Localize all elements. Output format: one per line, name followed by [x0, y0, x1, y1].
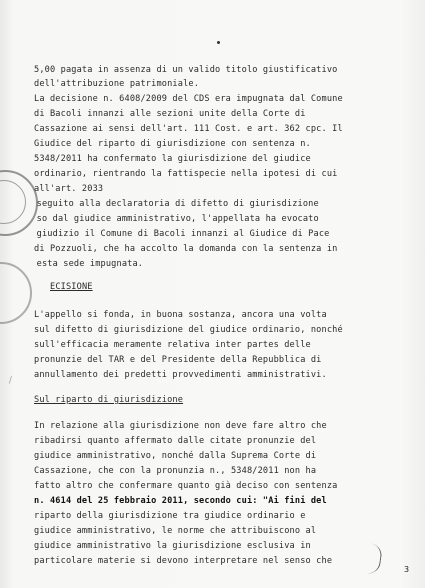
- text-line: sul difetto di giurisdizione del giudice ordinario, nonché: [34, 325, 343, 335]
- text-line: annullamento dei predetti provvedimenti amministrativi.: [34, 370, 327, 380]
- page-number: 3: [404, 565, 410, 574]
- text-line-bold: n. 4614 del 25 febbraio 2011, secondo cui: "Ai fini del: [34, 496, 327, 506]
- text-line: giudice amministrativo, nonché dalla Suprema Corte di: [34, 451, 317, 461]
- text-line: Cassazione ai sensi dell'art. 111 Cost. e art. 362 cpc. Il: [34, 124, 343, 134]
- official-stamp-icon: [0, 262, 32, 324]
- section-heading: ECISIONE: [50, 282, 93, 292]
- text-line: In relazione alla giurisdizione non deve fare altro che: [34, 421, 327, 431]
- text-line: so dal giudice amministrativo, l'appellata ha evocato: [26, 214, 319, 224]
- text-line: La decisione n. 6408/2009 del CDS era impugnata dal Comune: [34, 94, 343, 104]
- text-line: giudice amministrativo la giurisdizione esclusiva in: [34, 541, 311, 551]
- text-line: pronunzie del TAR e del Presidente della Repubblica di: [34, 355, 322, 365]
- speck: [217, 41, 220, 44]
- text-line: giudice amministrativo, le norme che attribuiscono al: [34, 526, 317, 536]
- text-line: di Bacoli innanzi alle sezioni unite della Corte di: [34, 109, 306, 119]
- subsection-heading: Sul riparto di giurisdizione: [34, 395, 184, 405]
- text-line: riparto della giurisdizione tra giudice ordinario e: [34, 511, 306, 521]
- text-line: giudizio il Comune di Bacoli innanzi al Giudice di Pace: [26, 229, 330, 239]
- text-line: di Pozzuoli, che ha accolto la domanda con la sentenza in: [34, 244, 338, 254]
- text-line: Cassazione, che con la pronunzia n., 5348/2011 non ha: [34, 466, 317, 476]
- text-line: particolare materie si devono interpretare nel senso che: [34, 556, 333, 566]
- text-line: dell'attribuzione patrimoniale.: [34, 79, 200, 89]
- text-line: 5348/2011 ha confermato la giurisdizione del giudice: [34, 154, 311, 164]
- text-line: seguito alla declaratoria di difetto di giurisdizione: [26, 199, 319, 209]
- signature-mark-icon: [364, 543, 383, 575]
- text-line: L'appello si fonda, in buona sostanza, ancora una volta: [34, 310, 327, 320]
- text-line: sull'efficacia meramente relativa inter partes delle: [34, 340, 311, 350]
- text-line: Giudice del riparto di giurisdizione con sentenza n.: [34, 139, 311, 149]
- text-line: 5,00 pagata in assenza di un valido titolo giustificativo: [34, 65, 338, 75]
- text-line: all'art. 2033: [34, 184, 104, 194]
- text-line: fatto altro che confermare quanto già deciso con sentenza: [34, 481, 338, 491]
- text-line: esta sede impugnata.: [26, 259, 144, 269]
- text-line: ribadirsi quanto affermato dalle citate pronunzie del: [34, 436, 317, 446]
- text-line: ordinario, rientrando la fattispecie nella ipotesi di cui: [34, 169, 338, 179]
- handwritten-mark-icon: ⁄: [8, 375, 13, 387]
